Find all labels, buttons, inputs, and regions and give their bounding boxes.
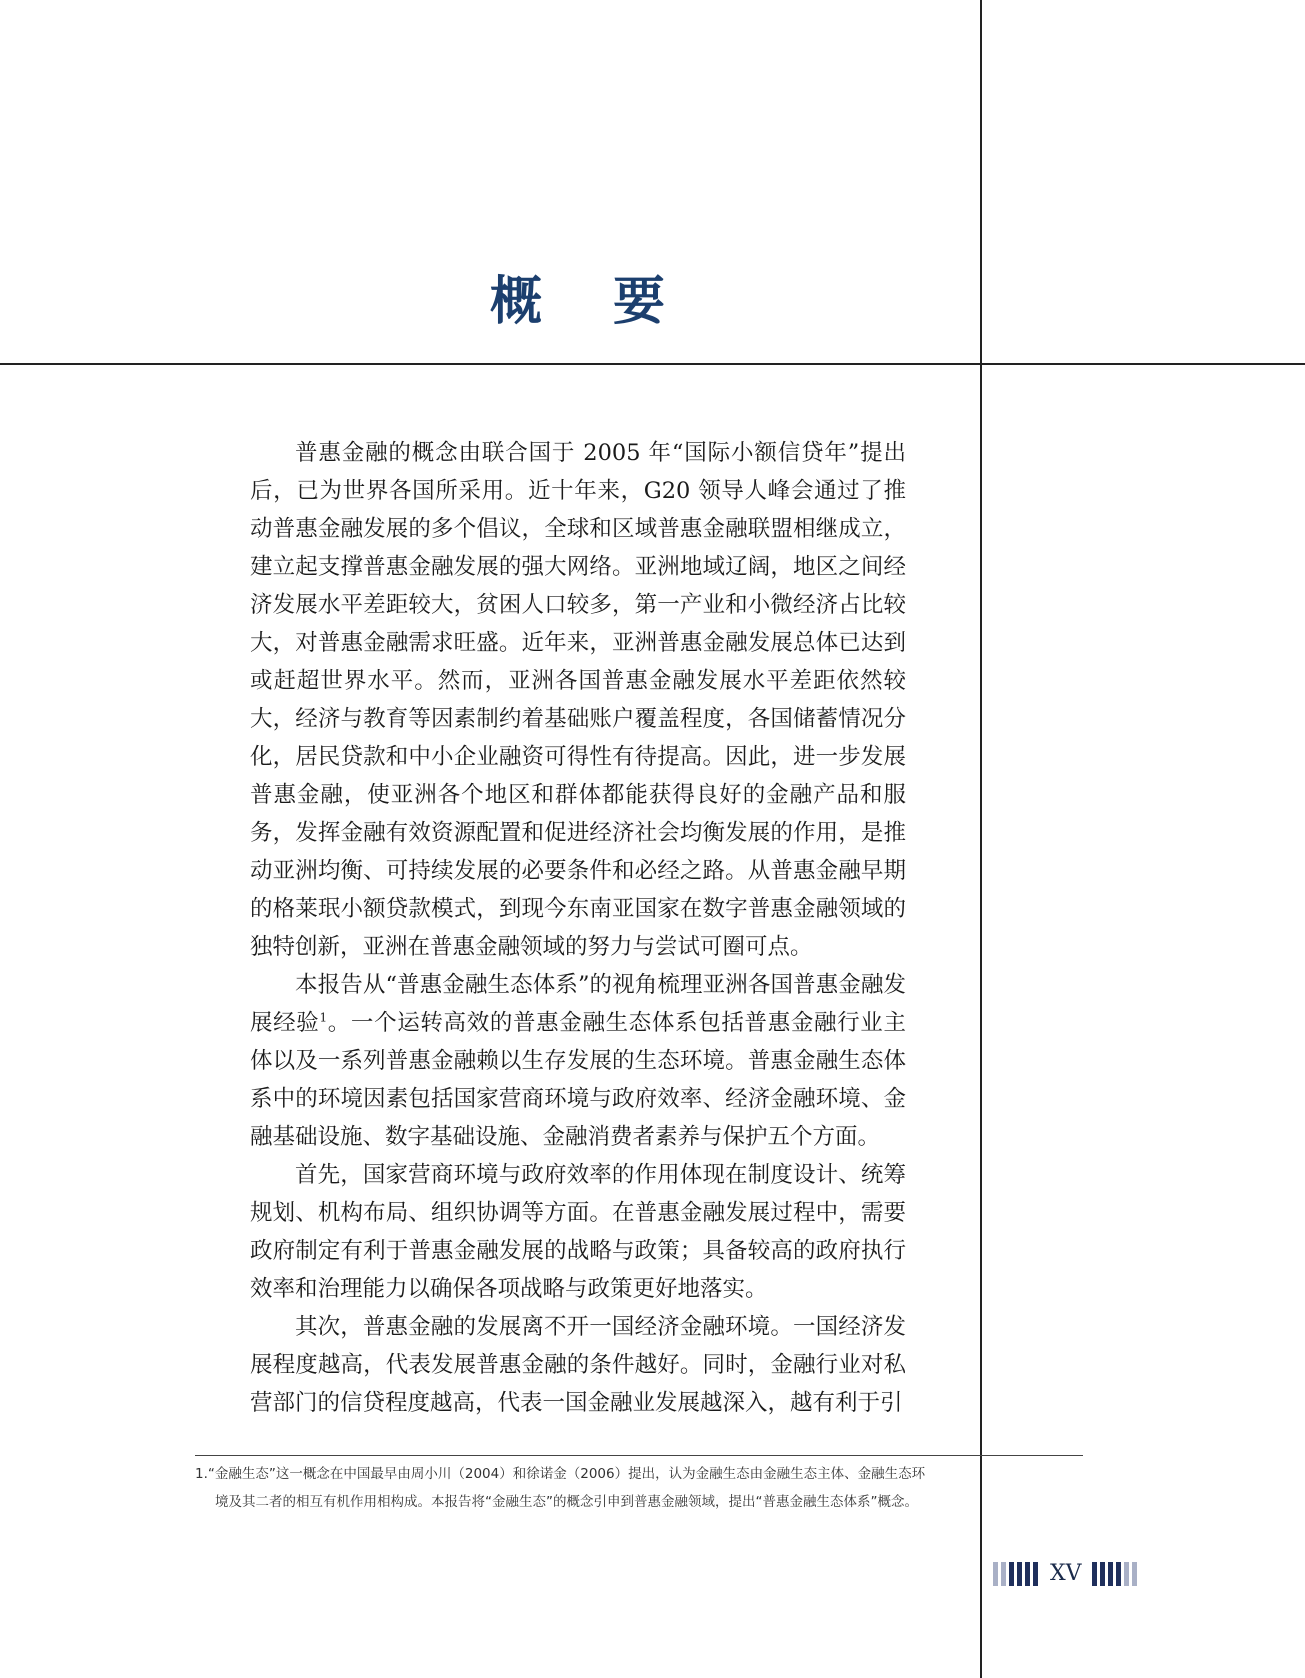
page-bar [1108,1562,1113,1586]
body-text [250,434,906,1422]
page-bar [1017,1562,1022,1586]
paragraph-2-lead: 本报告从“普惠金融生态体系”的视角梳理亚洲各国普惠金融发展经验 [250,972,906,1036]
paragraph-2-rest: 一个运转高效的普惠金融生态体系包括普惠金融行业主体以及一系列普惠金融赖以生存发展的生态环境。普惠金融生态体系中的环境因素包括国家营商环境与政府效率、经济金融环境、金融基础设施、数字基础设施、金融消费者素养与保护五个方面。 [250,1010,906,1150]
footnote-rule [195,1455,1083,1456]
page-bar [1100,1562,1105,1586]
page-number-block [993,1561,1140,1587]
page-bar [993,1562,998,1586]
page-title-char-1: 概 [489,271,543,332]
page-bar [1116,1562,1121,1586]
paragraph-2-lead-end: 。 [327,1010,351,1036]
page-title-char-2: 要 [613,271,667,332]
footnote: 1.“金融生态”这一概念在中国最早由周小川（2004）和徐诺金（2006）提出，认为金融生态由金融生态主体、金融生态环境及其二者的相互有机作用相构成。本报告将“金融生态”的概念引申到普惠金融领域，提出“普惠金融生态体系”概念。 [195,1466,926,1510]
horizontal-title-rule [0,363,1305,365]
page-bar [1124,1562,1129,1586]
page-bar [1025,1562,1030,1586]
paragraph-4: 其次，普惠金融的发展离不开一国经济金融环境。一国经济发展程度越高，代表发展普惠金融的条件越好。同时，金融行业对私营部门的信贷程度越高，代表一国金融业发展越深入，越有利于引 [250,1314,906,1416]
page-bar [1132,1562,1137,1586]
page-bars-left [993,1562,1041,1586]
paragraph-3: 首先，国家营商环境与政府效率的作用体现在制度设计、统筹规划、机构布局、组织协调等方面。在普惠金融发展过程中，需要政府制定有利于普惠金融发展的战略与政策；具备较高的政府执行效率和治理能力以确保各项战略与政策更好地落实。 [250,1162,906,1302]
footnote-marker[interactable]: 1 [319,1010,328,1025]
page-bar [1092,1562,1097,1586]
page-bar [1009,1562,1014,1586]
paragraph-2 [250,966,906,1156]
page-title [250,271,906,332]
vertical-page-rule [980,0,982,1678]
page-bar [1033,1562,1038,1586]
page-number: XV [1050,1561,1082,1586]
paragraph-1: 普惠金融的概念由联合国于 2005 年“国际小额信贷年”提出后，已为世界各国所采用。近十年来，G20 领导人峰会通过了推动普惠金融发展的多个倡议，全球和区域普惠金融联盟相继成立，建立起支撑普惠金融发展的强大网络。亚洲地域辽阔，地区之间经济发展水平差距较大，贫困人口较多，第一产业和小微经济占比较大，对普惠金融需求旺盛。近年来，亚洲普惠金融发展总体已达到或赶超世界水平。然而，亚洲各国普惠金融发展水平差距依然较大，经济与教育等因素制约着基础账户覆盖程度，各国储蓄情况分化，居民贷款和中小企业融资可得性有待提高。因此，进一步发展普惠金融，使亚洲各个地区和群体都能获得良好的金融产品和服务，发挥金融有效资源配置和促进经济社会均衡发展的作用，是推动亚洲均衡、可持续发展的必要条件和必经之路。从普惠金融早期的格莱珉小额贷款模式，到现今东南亚国家在数字普惠金融领域的独特创新，亚洲在普惠金融领域的努力与尝试可圈可点。 [250,440,906,960]
page-bars-right [1092,1562,1140,1586]
page-bar [1001,1562,1006,1586]
